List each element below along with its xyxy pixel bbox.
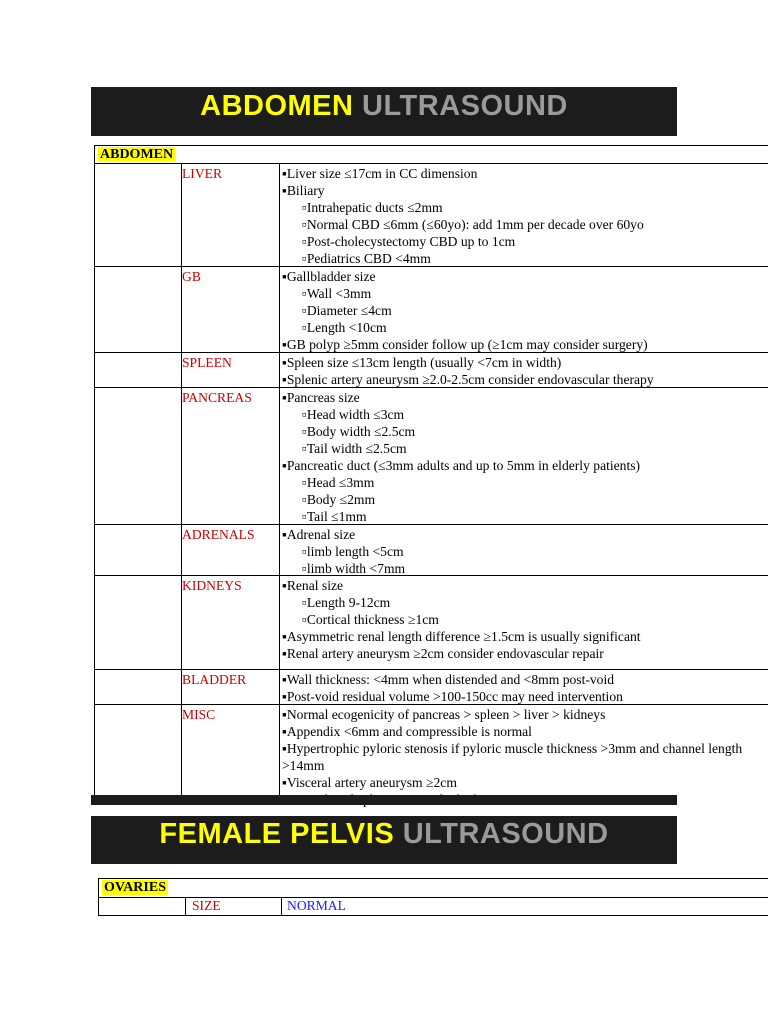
sub-bullet-line: ▫Intrahepatic ducts ≤2mm xyxy=(302,200,443,215)
bullet-line: ▪GB polyp ≥5mm consider follow up (≥1cm may consider surgery) xyxy=(282,337,648,352)
sub-bullet-line: ▫Pediatrics CBD <4mm xyxy=(302,251,431,266)
bullet-line: ▪Renal size xyxy=(282,578,344,593)
bullet-line: ▪Hypertrophic pyloric stenosis if pyloric muscle thickness >3mm and channel length >14mm xyxy=(282,741,743,773)
sub-bullet-line: ▫Body width ≤2.5cm xyxy=(302,424,416,439)
ovaries-table-bottom-border xyxy=(98,915,768,916)
banner-word-ultrasound-2: ULTRASOUND xyxy=(402,818,609,850)
organ-label: ADRENALS xyxy=(182,527,255,542)
ovaries-table-left-border xyxy=(98,878,99,915)
female-pelvis-ultrasound-banner xyxy=(91,816,677,864)
ovaries-label-divider xyxy=(185,897,186,915)
table-row xyxy=(94,267,768,353)
bullet-line: ▪Post-void residual volume >100-150cc may need intervention xyxy=(282,689,623,704)
ovaries-size-label: SIZE xyxy=(192,898,221,913)
sub-bullet-line: ▫limb width <7mm xyxy=(302,561,406,576)
organ-label: GB xyxy=(182,269,201,284)
banner-word-female-pelvis: FEMALE PELVIS xyxy=(159,818,395,850)
table-row xyxy=(94,705,768,801)
ovaries-detail-divider xyxy=(281,897,282,915)
bullet-line: ▪Renal artery aneurysm ≥2cm consider endovascular repair xyxy=(282,646,604,661)
organ-details xyxy=(282,706,764,808)
abdomen-section-header: ABDOMEN xyxy=(100,147,174,162)
abdomen-table xyxy=(94,164,768,796)
sub-bullet-line: ▫Tail ≤1mm xyxy=(302,509,367,524)
organ-label: BLADDER xyxy=(182,672,247,687)
sub-bullet-line: ▫Body ≤2mm xyxy=(302,492,376,507)
bullet-line: ▪Gallbladder size xyxy=(282,269,376,284)
organ-details xyxy=(282,577,764,662)
sub-bullet-line: ▫Head ≤3mm xyxy=(302,475,375,490)
table-top-border xyxy=(94,145,768,146)
organ-label: PANCREAS xyxy=(182,390,252,405)
bullet-line: ▪Splenic artery aneurysm ≥2.0-2.5cm consider endovascular therapy xyxy=(282,372,654,387)
bullet-line: ▪Adrenal size xyxy=(282,527,356,542)
table-row xyxy=(94,353,768,388)
sub-bullet-line: ▫Wall <3mm xyxy=(302,286,372,301)
table-row xyxy=(94,525,768,576)
organ-details xyxy=(282,389,764,525)
table-row xyxy=(94,164,768,267)
organ-details xyxy=(282,268,764,353)
sub-bullet-line: ▫Head width ≤3cm xyxy=(302,407,405,422)
sub-bullet-line: ▫Diameter ≤4cm xyxy=(302,303,392,318)
organ-label: KIDNEYS xyxy=(182,578,242,593)
bullet-line: ▪Wall thickness: <4mm when distended and <8mm post-void xyxy=(282,672,615,687)
bullet-line: ▪Asymmetric renal length difference ≥1.5cm is usually significant xyxy=(282,629,641,644)
bullet-line: ▪Biliary xyxy=(282,183,325,198)
ovaries-section-header: OVARIES xyxy=(104,880,166,895)
abdomen-ultrasound-banner xyxy=(91,87,677,136)
organ-details xyxy=(282,671,764,705)
sub-bullet-line: ▫Length 9-12cm xyxy=(302,595,391,610)
table-row xyxy=(94,576,768,670)
organ-details xyxy=(282,354,764,388)
bullet-line: ▪Spleen size ≤13cm length (usually <7cm in width) xyxy=(282,355,562,370)
bullet-line: ▪Normal ecogenicity of pancreas > spleen > liver > kidneys xyxy=(282,707,606,722)
organ-details xyxy=(282,526,764,577)
bullet-line: ▪Liver size ≤17cm in CC dimension xyxy=(282,166,478,181)
organ-label: LIVER xyxy=(182,166,223,181)
bullet-line: ▪Appendix <6mm and compressible is normal xyxy=(282,724,532,739)
banner-word-ultrasound: ULTRASOUND xyxy=(362,90,568,122)
sub-bullet-line: ▫Length <10cm xyxy=(302,320,387,335)
table-row xyxy=(94,670,768,705)
sub-bullet-line: ▫Normal CBD ≤6mm (≤60yo): add 1mm per decade over 60yo xyxy=(302,217,644,232)
table-row xyxy=(94,388,768,525)
bullet-line: ▪Pancreas size xyxy=(282,390,360,405)
organ-label: MISC xyxy=(182,707,216,722)
sub-bullet-line: ▫limb length <5cm xyxy=(302,544,404,559)
bullet-line: ▪Visceral artery aneurysm ≥2cm xyxy=(282,775,457,790)
sub-bullet-line: ▫Cortical thickness ≥1cm xyxy=(302,612,439,627)
section-divider-rule xyxy=(91,795,677,805)
organ-details xyxy=(282,165,764,267)
sub-bullet-line: ▫Tail width ≤2.5cm xyxy=(302,441,407,456)
organ-label: SPLEEN xyxy=(182,355,232,370)
banner-word-abdomen: ABDOMEN xyxy=(200,90,354,122)
sub-bullet-line: ▫Post-cholecystectomy CBD up to 1cm xyxy=(302,234,516,249)
ovaries-table-top-border xyxy=(98,878,768,879)
bullet-line: ▪Pancreatic duct (≤3mm adults and up to 5mm in elderly patients) xyxy=(282,458,641,473)
ovaries-normal-label: NORMAL xyxy=(287,898,346,913)
